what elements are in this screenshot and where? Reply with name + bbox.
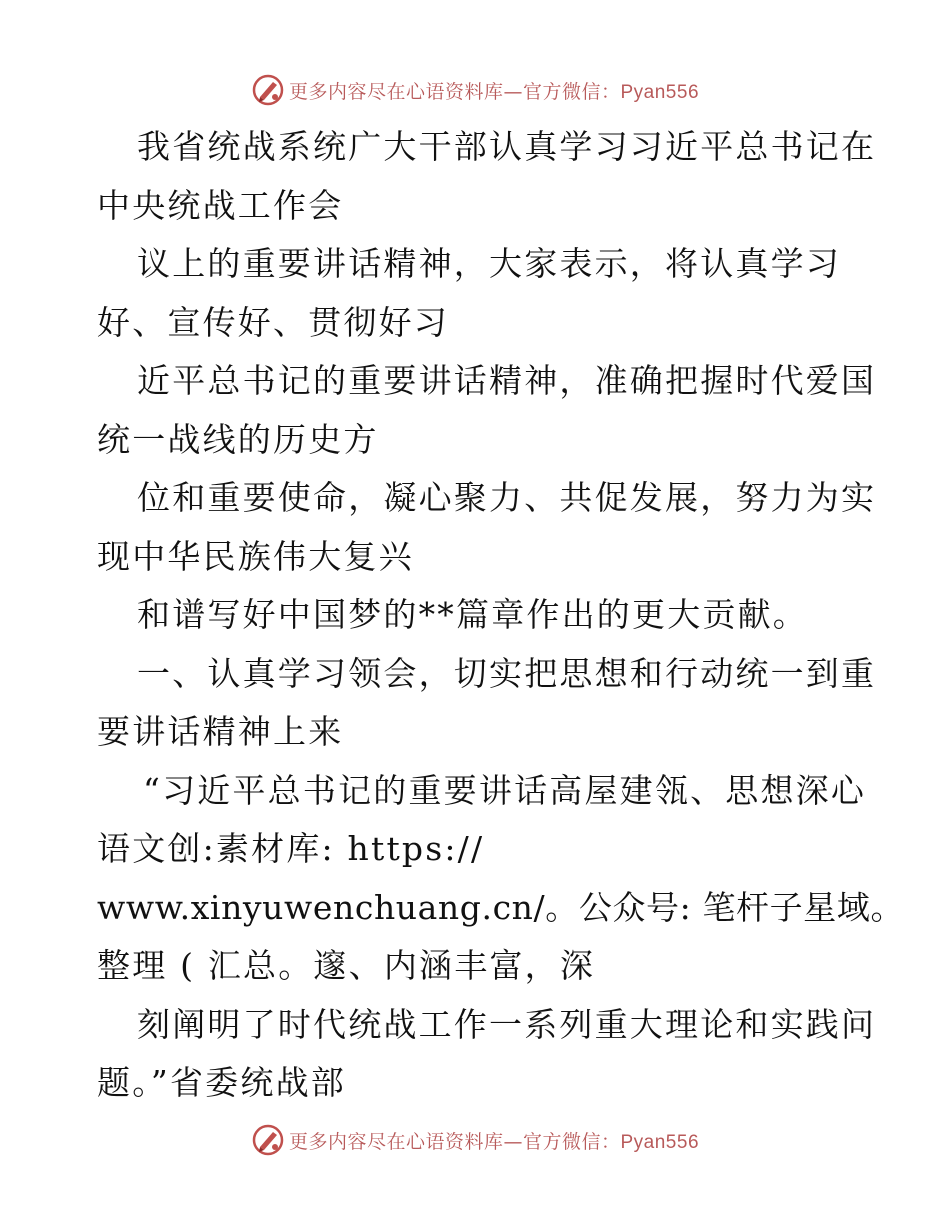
text-line: 整理 ( 汇总。邃、内涵丰富，深 bbox=[97, 946, 596, 985]
text-line: 题。”省委统战部 bbox=[97, 1063, 346, 1102]
text-line: 位和重要使命，凝心聚力、共促发展，努力为实 bbox=[137, 478, 877, 517]
watermark-wechat-id: Pyan556 bbox=[620, 1131, 700, 1153]
watermark-wechat-id: Pyan556 bbox=[620, 81, 700, 103]
text-line: 我省统战系统广大干部认真学习习近平总书记在 bbox=[137, 127, 877, 166]
watermark-separator: — bbox=[503, 80, 523, 103]
watermark-suffix: 官方微信： bbox=[522, 80, 621, 103]
text-line: 和谱写好中国梦的**篇章作出的更大贡献。 bbox=[137, 595, 808, 634]
text-line: 近平总书记的重要讲话精神，准确把握时代爱国 bbox=[137, 361, 877, 400]
text-line: www.xinyuwenchuang.cn/。公众号: 笔杆子星域。 bbox=[97, 887, 905, 927]
brand-logo-icon bbox=[251, 73, 285, 107]
text-line: 语文创:素材库: https:// bbox=[97, 829, 485, 868]
text-line: 议上的重要讲话精神，大家表示，将认真学习 bbox=[137, 244, 841, 283]
document-body bbox=[97, 118, 905, 1113]
watermark-text bbox=[289, 1127, 699, 1154]
text-line: 好、宣传好、贯彻好习 bbox=[97, 302, 449, 342]
text-line: 统一战线的历史方 bbox=[97, 419, 379, 459]
watermark-separator: — bbox=[503, 1130, 523, 1153]
brand-logo-icon bbox=[251, 1123, 285, 1157]
section-heading: 一、认真学习领会，切实把思想和行动统一到重 bbox=[137, 653, 877, 693]
header-watermark bbox=[0, 70, 950, 110]
watermark-main: 更多内容尽在心语资料库 bbox=[288, 1130, 504, 1153]
watermark-main: 更多内容尽在心语资料库 bbox=[288, 80, 504, 103]
text-line: 中央统战工作会 bbox=[97, 185, 344, 225]
text-line: 刻阐明了时代统战工作一系列重大理论和实践问 bbox=[137, 1004, 877, 1044]
watermark-text bbox=[289, 77, 699, 104]
watermark-suffix: 官方微信： bbox=[522, 1130, 621, 1153]
quote-line: “习近平总书记的重要讲话高屋建瓴、思想深心 bbox=[143, 770, 867, 810]
text-line: 现中华民族伟大复兴 bbox=[97, 536, 414, 576]
footer-watermark bbox=[0, 1120, 950, 1160]
section-heading-continued: 要讲话精神上来 bbox=[97, 712, 344, 751]
